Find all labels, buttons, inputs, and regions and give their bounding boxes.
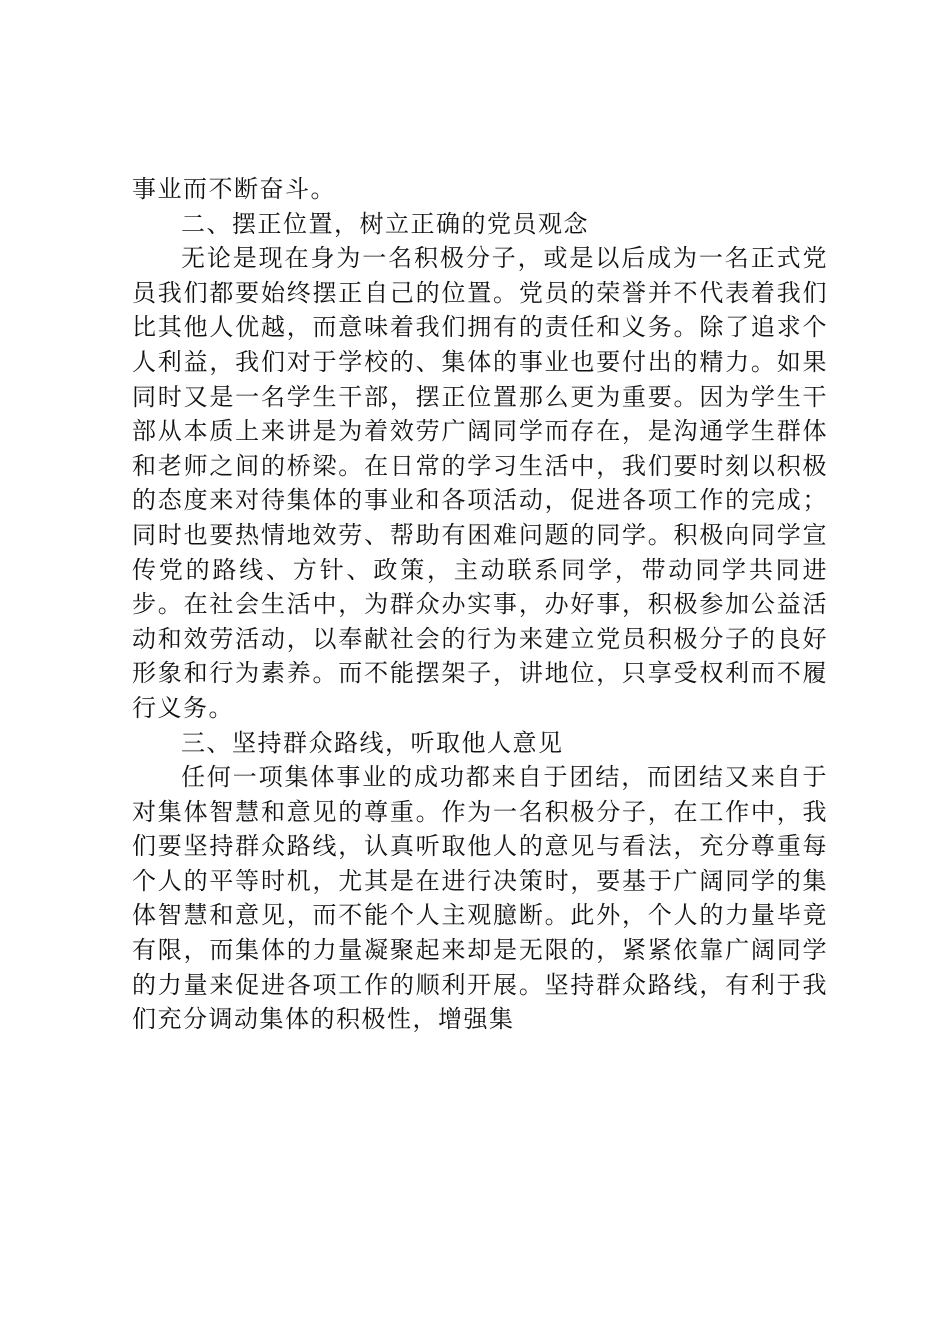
section-heading-2: 二、摆正位置，树立正确的党员观念 bbox=[181, 209, 589, 238]
document-page bbox=[132, 172, 828, 1037]
paragraph-body: 无论是现在身为一名积极分子，或是以后成为一名正式党员我们都要始终摆正自己的位置。党员的荣誉并不代表着我们比其他人优越，而意味着我们拥有的责任和义务。除了追求个人利益，我们对于学校的、集体的事业也要付出的精力。如果同时又是一名学生干部，摆正位置那么更为重要。因为学生干部从本质上来讲是为着效劳广阔同学而存在，是沟通学生群体和老师之间的桥梁。在日常的学习生活中，我们要时刻以积极的态度来对待集体的事业和各项活动，促进各项工作的完成；同时也要热情地效劳、帮助有困难问题的同学。积极向同学宣传党的路线、方针、政策，主动联系同学，带动同学共同进步。在社会生活中，为群众办实事，办好事，积极参加公益活动和效劳活动，以奉献社会的行为来建立党员积极分子的良好形象和行为素养。而不能摆架子，讲地位，只享受权利而不履行义务。 bbox=[132, 244, 828, 722]
paragraph-body: 任何一项集体事业的成功都来自于团结，而团结又来自于对集体智慧和意见的尊重。作为一名积极分子，在工作中，我们要坚持群众路线，认真听取他人的意见与看法，充分尊重每个人的平等时机，尤其是在进行决策时，要基于广阔同学的集体智慧和意见，而不能个人主观臆断。此外，个人的力量毕竟有限，而集体的力量凝聚起来却是无限的，紧紧依靠广阔同学的力量来促进各项工作的顺利开展。坚持群众路线，有利于我们充分调动集体的积极性，增强集 bbox=[132, 763, 828, 1034]
paragraph-continuation: 事业而不断奋斗。 bbox=[132, 175, 336, 203]
section-heading-3: 三、坚持群众路线，听取他人意见 bbox=[181, 728, 564, 757]
